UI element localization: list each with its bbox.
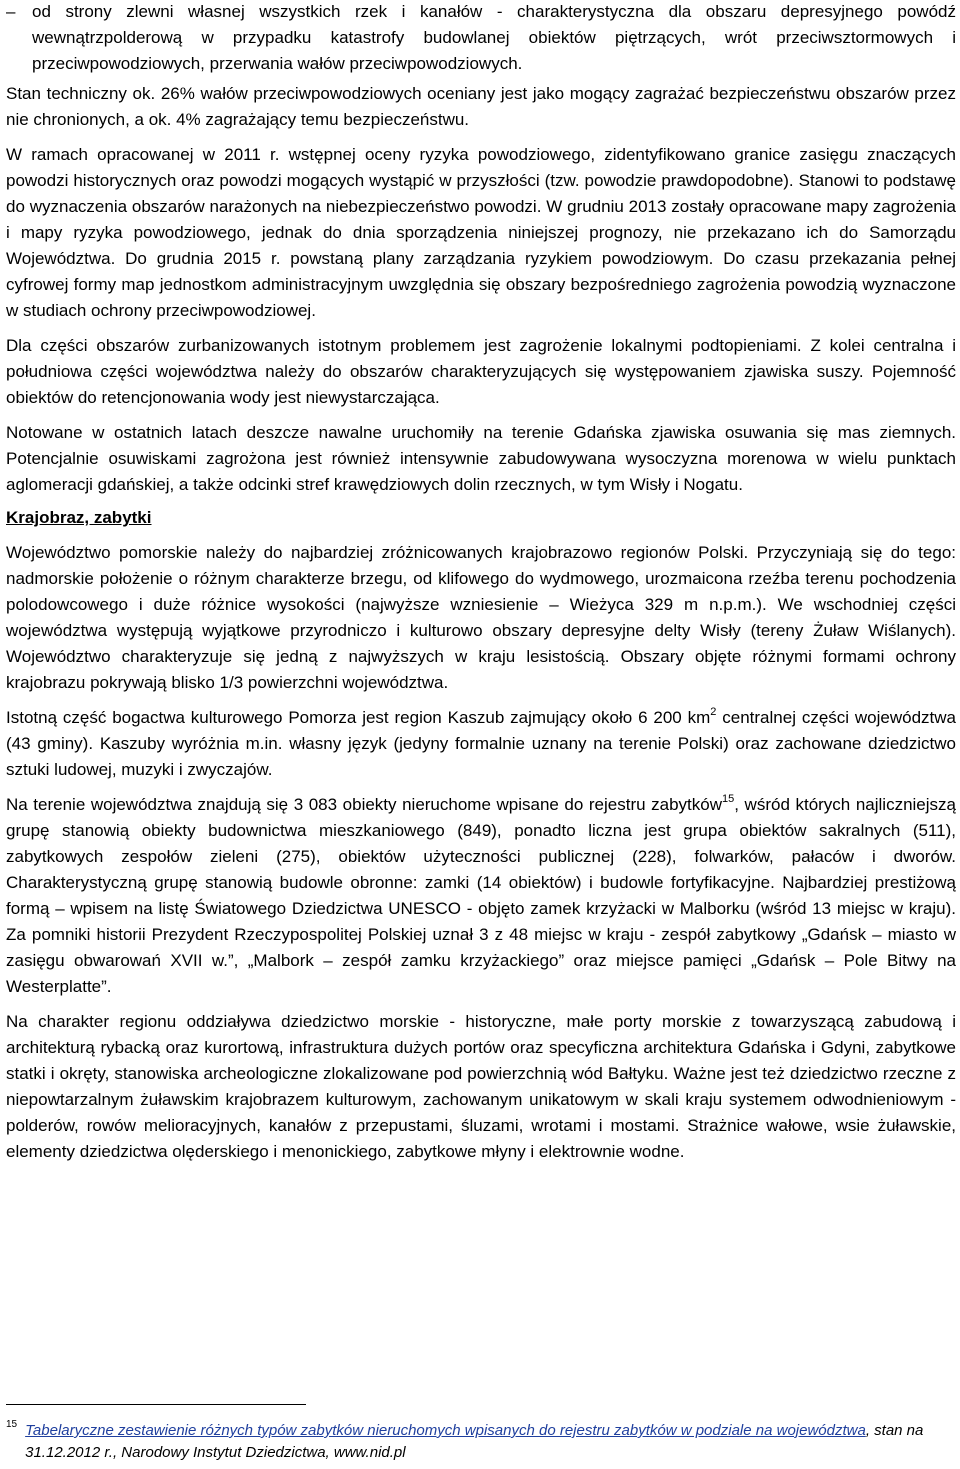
footnote [6, 1420, 956, 1464]
section-heading: Krajobraz, zabytki [6, 508, 152, 527]
monuments-text: Na terenie województwa znajdują się 3 083 obiekty nieruchome wpisane do rejestru zabytków [6, 795, 723, 814]
footnote-link[interactable]: Tabelaryczne zestawienie różnych typów zabytków nieruchomych wpisanych do rejestru zabytków w podziale na województwa [25, 1422, 866, 1439]
paragraph-flood-risk: W ramach opracowanej w 2011 r. wstępnej oceny ryzyka powodziowego, zidentyfikowano granice zasięgu znaczących powodzi historycznych oraz powodzi mogących wystąpić w przyszłości (tzw. powodzie prawdopodobne). Stanowi to podstawę do wyznaczenia obszarów narażonych na niebezpieczeństwo powodzi. W grudniu 2013 zostały opracowane mapy zagrożenia i mapy ryzyka powodziowego, jednak do dnia sporządzenia niniejszej prognozy, nie przekazano ich do Samorządu Województwa. Do grudnia 2015 r. powstaną plany zarządzania ryzykiem powodziowym. Do czasu przekazania pełnej cyfrowej formy map jednostkom administracyjnym uwzględnia się obszary bezpośredniego zagrożenia powodzią wyznaczone w studiach ochrony przeciwpowodziowej. [6, 145, 956, 320]
paragraph-kashubia [6, 705, 956, 783]
footnote-body [25, 1420, 925, 1464]
footnote-reference[interactable]: 15 [722, 793, 735, 805]
paragraph-maritime-heritage: Na charakter regionu oddziaływa dziedzictwo morskie - historyczne, małe porty morskie z towarzyszącą zabudową i architekturą rybacką oraz kurortową, infrastruktura dużych portów oraz specyficzna architektura Gdańska i Gdyni, zabytkowe statki i okręty, stanowiska archeologiczne zlokalizowane pod powierzchnią wód Bałtyku. Ważne jest też dziedzictwo rzeczne z niepowtarzalnym żuławskim krajobrazem kulturowym, zachowanym unikatowym w skali kraju systemem odwodnieniowym - polderów, rowów melioracyjnych, kanałów z przepustami, śluzami, wrotami i mostami. Strażnice wałowe, wsie żuławskie, elementy dziedzictwa olęderskiego i menonickiego, zabytkowe młyny i elektrownie wodne. [6, 1012, 956, 1161]
paragraph-urban-flooding: Dla części obszarów zurbanizowanych istotnym problemem jest zagrożenie lokalnymi podtopieniami. Z kolei centralna i południowa części województwa należy do obszarów charakteryzujących się występowaniem zjawiska suszy. Pojemność obiektów do retencjonowania wody jest niewystarczająca. [6, 336, 956, 407]
kashubia-text: Istotną część bogactwa kulturowego Pomorza jest region Kaszub zajmujący około 6 200 km [6, 708, 711, 727]
monuments-rest: , wśród których najliczniejszą grupę stanowią obiekty budownictwa mieszkaniowego (849), ponadto liczna jest grupa obiektów sakralnych (511), zabytkowych zespołów zieleni (275), obiektów użyteczności publicznej (228), folwarków, pałaców i dworów. Charakterystyczną grupę stanowią budowle obronne: zamki (14 obiektów) i budowle fortyfikacyjne. Najbardziej prestiżową formą – wpisem na listę Światowego Dziedzictwa UNESCO - objęto zamek krzyżacki w Malborku (wśród 13 miejsc w kraju). Za pomniki historii Prezydent Rzeczypospolitej Polskiej uznał 3 z 48 miejsc w kraju - zespół zabytkowy „Gdańsk – miasto w zasięgu obwarowań XVII w.”, „Malbork – zespół zamku krzyżackiego” oraz miejsce pamięci „Gdańsk – Pole Bitwy na Westerplatte”. [6, 795, 956, 996]
paragraph-levee-condition: Stan techniczny ok. 26% wałów przeciwpowodziowych oceniany jest jako mogący zagrażać bezpieczeństwu obszarów przez nie chronionych, a ok. 4% zagrażający temu bezpieczeństwu. [6, 84, 956, 129]
list-item-text: od strony zlewni własnej wszystkich rzek i kanałów - charakterystyczna dla obszaru depresyjnego powódź wewnątrzpolderową w przypadku katastrofy budowlanej obiektów piętrzących, wrót przeciwsztormowych i przeciwpowodziowych, przerwania wałów przeciwpowodziowych. [32, 2, 956, 73]
document-page [6, 0, 956, 1165]
paragraph-monuments [6, 792, 956, 1000]
footnote-divider [6, 1404, 306, 1405]
footnote-number: 15 [6, 1419, 18, 1430]
paragraph-landslides: Notowane w ostatnich latach deszcze nawalne uruchomiły na terenie Gdańska zjawiska osuwania się mas ziemnych. Potencjalnie osuwiskami zagrożona jest również intensywnie zabudowywana wysoczyzna morenowa w wielu punktach aglomeracji gdańskiej, a także odcinki stref krawędziowych dolin rzecznych, w tym Wisły i Nogatu. [6, 423, 956, 494]
list-item [6, 0, 956, 77]
footnote-rest: , stan na 31.12.2012 r., Narodowy Instytut Dziedzictwa, www.nid.pl [25, 1422, 924, 1461]
superscript-km2: 2 [710, 706, 717, 718]
kashubia-rest: centralnej części województwa (43 gminy). Kaszuby wyróżnia m.in. własny język (jedyny formalnie uznany na terenie Polski) oraz zachowane dziedzictwo sztuki ludowej, muzyki i zwyczajów. [6, 708, 957, 779]
list-dash: – [6, 2, 16, 21]
paragraph-landscape: Województwo pomorskie należy do najbardziej zróżnicowanych krajobrazowo regionów Polski. Przyczyniają się do tego: nadmorskie położenie o różnym charakterze brzegu, od klifowego do wydmowego, urozmaicona rzeźba terenu pochodzenia polodowcowego i duże różnice wysokości (najwyższe wzniesienie – Wieżyca 329 m n.p.m.). We wschodniej części województwa występują wyjątkowe przyrodniczo i kulturowo obszary depresyjne delty Wisły (tereny Żuław Wiślanych). Województwo charakteryzuje się jedną z najwyższych w kraju lesistością. Obszary objęte różnymi formami ochrony krajobrazu pokrywają blisko 1/3 powierzchni województwa. [6, 543, 956, 692]
